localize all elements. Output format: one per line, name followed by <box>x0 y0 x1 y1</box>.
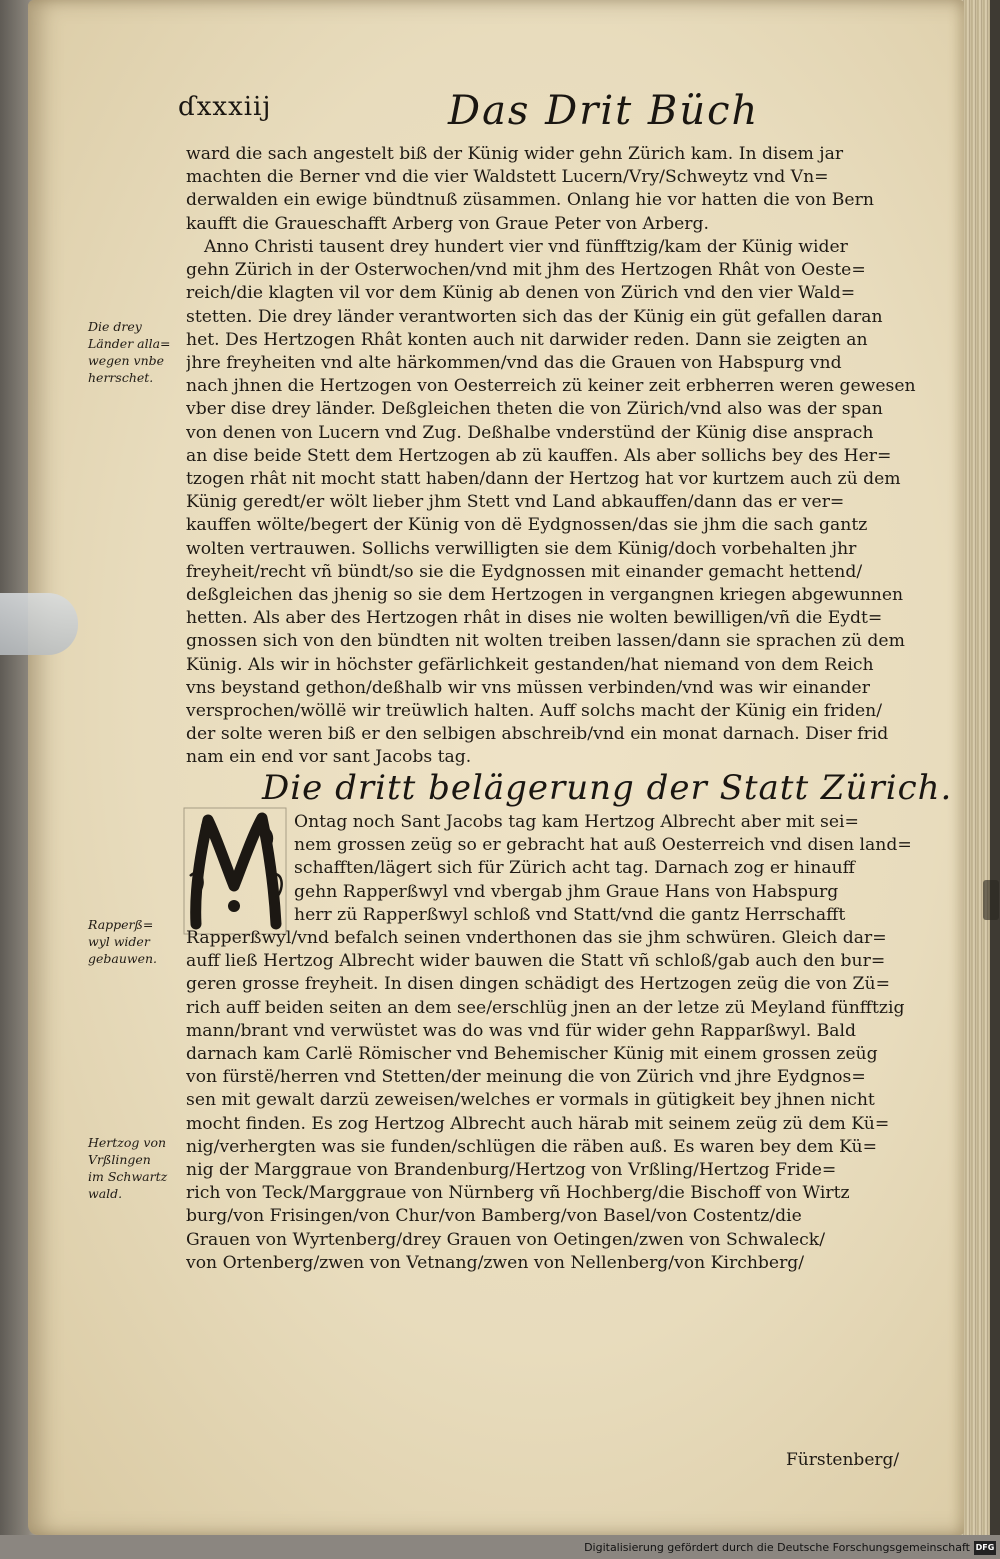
text-line: gehn Rapperßwyl vnd vbergab jhm Graue Hans von Habspurg <box>294 881 839 902</box>
text-line: Rapperßwyl/vnd befalch seinen vnderthonen das sie jhm schwüren. Gleich dar= <box>186 928 887 949</box>
dfg-logo: DFG <box>974 1541 996 1555</box>
text-line: derwalden ein ewige bündtnuß züsammen. Onlang hie vor hatten die von Bern <box>186 190 874 211</box>
text-line: nig/verhergten was sie funden/schlügen die räben auß. Es waren bey dem Kü= <box>186 1136 877 1157</box>
marginal-note-2 <box>88 916 180 967</box>
text-line: gnossen sich von den bündten nit wolten treiben lassen/dann sie sprachen zü dem <box>186 631 905 652</box>
paragraph-1 <box>186 143 938 236</box>
marginal-line: Die drey <box>88 319 142 334</box>
marginal-note-1 <box>88 318 180 386</box>
text-line: versprochen/wöllë wir treüwlich halten. Auff solchs macht der Künig ein friden/ <box>186 701 883 722</box>
text-line: der solte weren biß er den selbigen abschreib/vnd ein monat darnach. Diser frid <box>186 724 889 745</box>
section-heading: Die dritt belägerung der Statt Zürich. <box>262 768 953 808</box>
text-line: Anno Christi tausent drey hundert vier vnd fünfftzig/kam der Künig wider <box>204 237 848 257</box>
edge-ink-mark <box>983 880 999 920</box>
text-line: nam ein end vor sant Jacobs tag. <box>186 747 472 768</box>
text-line: Ontag noch Sant Jacobs tag kam Hertzog Albrecht aber mit sei= <box>294 812 859 832</box>
text-line: herr zü Rapperßwyl schloß vnd Statt/vnd die gantz Herrschafft <box>294 904 846 925</box>
text-line: Künig geredt/er wölt lieber jhm Stett vnd Land abkauffen/dann das er ver= <box>186 492 845 513</box>
text-line: rich von Teck/Marggraue von Nürnberg vñ Hochberg/die Bischoff von Wirtz <box>186 1183 850 1204</box>
marginal-line: im Schwartz <box>88 1169 168 1184</box>
digitization-credit: Digitalisierung gefördert durch die Deutsche Forschungsgemeinschaft <box>584 1541 970 1554</box>
text-line: rich auff beiden seiten an dem see/erschlüg jnen an der letze zü Meyland fünfftzig <box>186 997 905 1018</box>
text-line: mocht finden. Es zog Hertzog Albrecht auch härab mit seinem zeüg zü dem Kü= <box>186 1113 890 1134</box>
text-line: nach jhnen die Hertzogen von Oesterreich zü keiner zeit erbherren weren gewesen <box>186 376 916 397</box>
marginal-line: Rapperß= <box>88 917 154 932</box>
book-cover-edge <box>990 0 1000 1559</box>
text-line: ward die sach angestelt biß der Künig wider gehn Zürich kam. In disem jar <box>186 144 844 164</box>
bookmark-tab <box>0 593 78 655</box>
text-line: deßgleichen das jhenig so sie dem Hertzogen in vergangnen kriegen abgewunnen <box>186 585 904 606</box>
text-line: kaufft die Graueschafft Arberg von Graue Peter von Arberg. <box>186 213 709 234</box>
marginal-line: Länder alla= <box>88 336 171 351</box>
text-line: sen mit gewalt darzü zeweisen/welches er vormals in gütigkeit bey jhnen nicht <box>186 1090 875 1111</box>
text-line: geren grosse freyheit. In disen dingen schädigt des Hertzogen zeüg die von Zü= <box>186 974 890 995</box>
text-line: hetten. Als aber des Hertzogen rhât in dises nie wolten bewilligen/vñ die Eydt= <box>186 608 883 629</box>
text-line: kauffen wölte/begert der Künig von dë Eydgnossen/das sie jhm die sach gantz <box>186 515 868 536</box>
text-line: Grauen von Wyrtenberg/drey Grauen von Oetingen/zwen von Schwaleck/ <box>186 1229 825 1250</box>
text-line: jhre freyheiten vnd alte härkommen/vnd das die Grauen von Habspurg vnd <box>186 353 842 374</box>
text-line: het. Des Hertzogen Rhât konten auch nit darwider reden. Dann sie zeigten an <box>186 329 868 350</box>
folio-number: ɗxxxiij <box>178 92 272 122</box>
text-line: machten die Berner vnd die vier Waldstett Lucern/Vry/Schweytz vnd Vn= <box>186 167 829 188</box>
marginal-line: wegen vnbe <box>88 353 165 368</box>
text-line: mann/brant vnd verwüstet was do was vnd für wider gehn Rapparßwyl. Bald <box>186 1020 857 1041</box>
marginal-line: Hertzog von <box>88 1135 167 1150</box>
text-line: vns beystand gethon/deßhalb wir vns müssen verbinden/vnd was wir einander <box>186 677 870 698</box>
text-line: von Ortenberg/zwen von Vetnang/zwen von Nellenberg/von Kirchberg/ <box>186 1252 805 1273</box>
text-line: reich/die klagten vil vor dem Künig ab denen von Zürich vnd den vier Wald= <box>186 283 856 304</box>
marginal-line: wyl wider <box>88 934 150 949</box>
text-line: von fürstë/herren vnd Stetten/der meinung die von Zürich vnd jhre Eydgnos= <box>186 1067 866 1088</box>
text-line: wolten vertrauwen. Sollichs verwilligten sie dem Künig/doch vorbehalten jhr <box>186 538 857 559</box>
marginal-line: gebauwen. <box>88 951 158 966</box>
marginal-line: Vrßlingen <box>88 1152 151 1167</box>
marginal-line: wald. <box>88 1186 123 1201</box>
paragraph-2 <box>186 236 938 770</box>
text-line: schafften/lägert sich für Zürich acht tag. Darnach zog er hinauff <box>294 858 855 879</box>
text-line: tzogen rhât nit mocht statt haben/dann der Hertzog hat vor kurtzem auch zü dem <box>186 469 901 490</box>
text-line: Künig. Als wir in höchster gefärlichkeit gestanden/hat niemand von dem Reich <box>186 654 874 675</box>
text-line: nem grossen zeüg so er gebracht hat auß Oesterreich vnd disen land= <box>294 835 912 856</box>
text-line: von denen von Lucern vnd Zug. Deßhalbe vnderstünd der Künig dise ansprach <box>186 422 874 443</box>
text-line: gehn Zürich in der Osterwochen/vnd mit jhm des Hertzogen Rhât von Oeste= <box>186 260 866 281</box>
text-line: vber dise drey länder. Deßgleichen theten die von Zürich/vnd also was der span <box>186 399 883 420</box>
catchword: Fürstenberg/ <box>786 1450 900 1470</box>
text-line: darnach kam Carlë Römischer vnd Behemischer Künig mit einem grossen zeüg <box>186 1044 878 1065</box>
marginal-note-3 <box>88 1134 180 1202</box>
text-line: an dise beide Stett dem Hertzogen ab zü kauffen. Als aber sollichs bey des Her= <box>186 445 892 466</box>
text-line: nig der Marggraue von Brandenburg/Hertzog von Vrßling/Hertzog Fride= <box>186 1160 837 1181</box>
footer-bar <box>0 1535 1000 1559</box>
running-head-title: Das Drit Büch <box>448 88 760 134</box>
marginal-line: herrschet. <box>88 370 154 385</box>
text-line: auff ließ Hertzog Albrecht wider bauwen die Statt vñ schloß/gab auch den bur= <box>186 951 886 972</box>
text-line: freyheit/recht vñ bündt/so sie die Eydgnossen mit einander gemacht hettend/ <box>186 561 863 582</box>
section-paragraph <box>186 811 938 1275</box>
text-line: stetten. Die drey länder verantworten sich das der Künig ein güt gefallen daran <box>186 306 883 327</box>
text-line: burg/von Frisingen/von Chur/von Bamberg/von Basel/von Costentz/die <box>186 1206 802 1227</box>
